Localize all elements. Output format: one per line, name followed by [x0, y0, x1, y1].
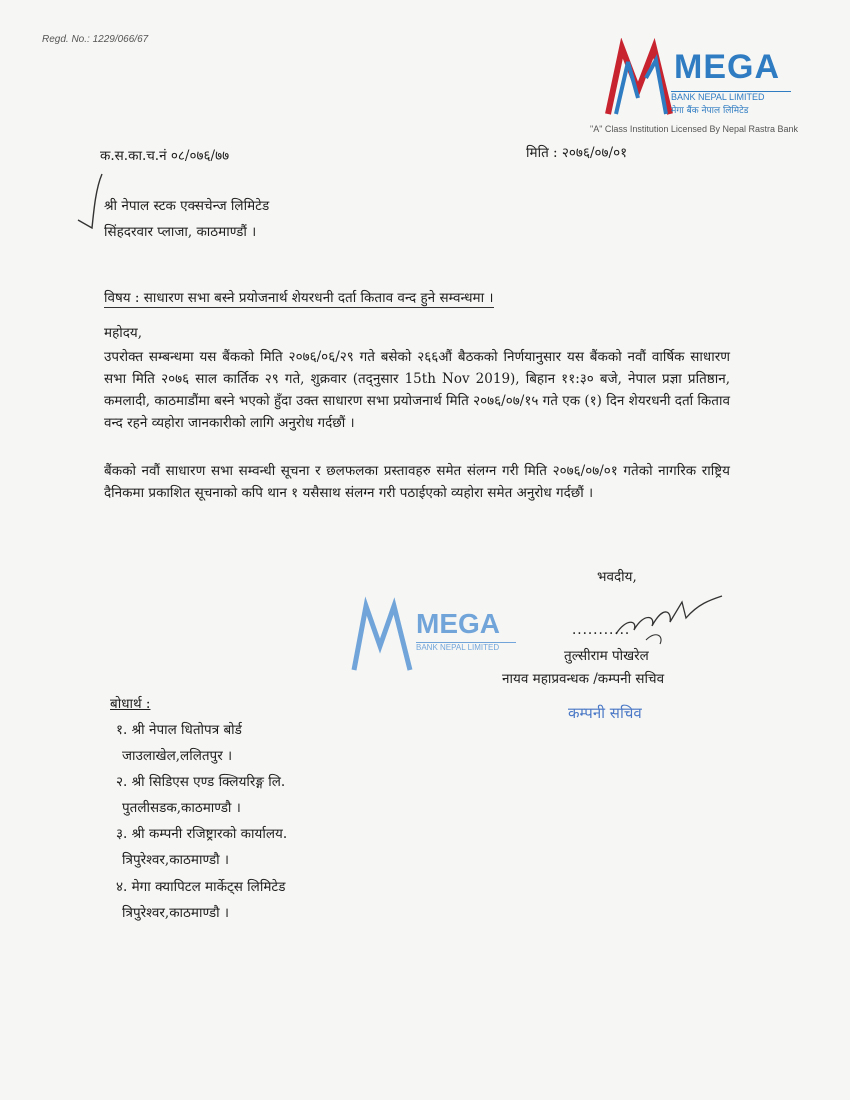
signer-designation: नायव महाप्रवन्धक /कम्पनी सचिव — [502, 671, 665, 687]
watermark-wordmark: MEGA — [416, 608, 500, 639]
signer-name: तुल्सीराम पोखरेल — [564, 648, 649, 664]
logo-subtitle-nepali: मेगा बैंक नेपाल लिमिटेड — [671, 106, 749, 116]
addressee-line-2: सिंहदरवार प्लाजा, काठमाण्डौं । — [104, 224, 257, 240]
company-secretary-stamp: कम्पनी सचिव — [568, 704, 642, 722]
body-paragraph-2: बैंकको नवौं साधारण सभा सम्वन्धी सूचना र छलफलका प्रस्तावहरु समेत संलग्न गरी मिति २०७६/०७/०१ गतेको नागरिक राष्ट्रिय दैनिकमा प्रकाशित सूचनाको कपि थान १ यसैसाथ संलग्न गरी पठाईएको व्यहोरा समेत अनुरोध गर्दछौं । — [104, 463, 730, 501]
salutation: महोदय, — [104, 325, 143, 341]
cc-item-2: २. श्री सिडिएस एण्ड क्लियरिङ्ग लि. — [116, 774, 286, 790]
registration-number: Regd. No.: 1229/066/67 — [42, 34, 149, 45]
signature-line: ........... — [572, 622, 631, 638]
body-paragraph-1: उपरोक्त सम्बन्धमा यस बैंकको मिति २०७६/०६/२९ गते बसेको २६६औं बैठकको निर्णयानुसार यस बैंकको नवौं वार्षिक साधारण सभा मिति २०७६ साल कार्तिक २९ गते, शुक्रवार (तद्‌नुसार 15th Nov 2019), बिहान ११:३० बजे, नेपाल प्रज्ञा प्रतिष्ठान, कमलादी, काठमाडौंमा बस्ने भएको हुँदा उक्त साधारण सभा प्रयोजनार्थ मिति २०७६/०७/१५ गते एक (१) दिन शेयरधनी दर्ता किताव वन्द रहने व्यहोरा जानकारीको लागि अनुरोध गर्दछौं । — [104, 349, 730, 431]
cc-item-1: १. श्री नेपाल धितोपत्र बोर्ड — [116, 722, 242, 738]
cc-item-2-address: पुतलीसडक,काठमाण्डौ । — [122, 800, 241, 816]
cc-item-4-address: त्रिपुरेश्वर,काठमाण्डौ । — [122, 905, 230, 921]
cc-item-1-address: जाउलाखेल,ललितपुर । — [122, 748, 233, 764]
addressee-line-1: श्री नेपाल स्टक एक्सचेन्ज लिमिटेड — [104, 198, 270, 214]
cc-title: बोधार्थ : — [110, 696, 151, 712]
logo-wordmark: MEGA — [674, 48, 780, 86]
cc-item-3-address: त्रिपुरेश्वर,काठमाण्डौ । — [122, 852, 230, 868]
handwritten-signature — [586, 582, 726, 652]
watermark-m-icon — [350, 596, 416, 674]
logo-subtitle-english: BANK NEPAL LIMITED — [671, 91, 791, 102]
watermark-subtitle: BANK NEPAL LIMITED — [416, 642, 516, 652]
mega-bank-watermark-logo — [350, 596, 520, 676]
mega-bank-logo — [604, 38, 794, 120]
cc-item-4: ४. मेगा क्यापिटल मार्केट्स लिमिटेड — [116, 879, 286, 895]
letter-date: मिति : २०७६/०७/०१ — [526, 145, 628, 161]
cc-item-3: ३. श्री कम्पनी रजिष्ट्रारको कार्यालय. — [116, 826, 288, 842]
bank-tagline: "A" Class Institution Licensed By Nepal Rastra Bank — [590, 124, 798, 134]
letter-subject: विषय : साधारण सभा बस्ने प्रयोजनार्थ शेयरधनी दर्ता किताव वन्द हुने सम्वन्धमा । — [104, 290, 494, 306]
closing: भवदीय, — [597, 569, 637, 585]
reference-number: क.स.का.च.नं ०८/०७६/७७ — [100, 148, 230, 164]
mega-m-mark-icon — [604, 38, 676, 118]
